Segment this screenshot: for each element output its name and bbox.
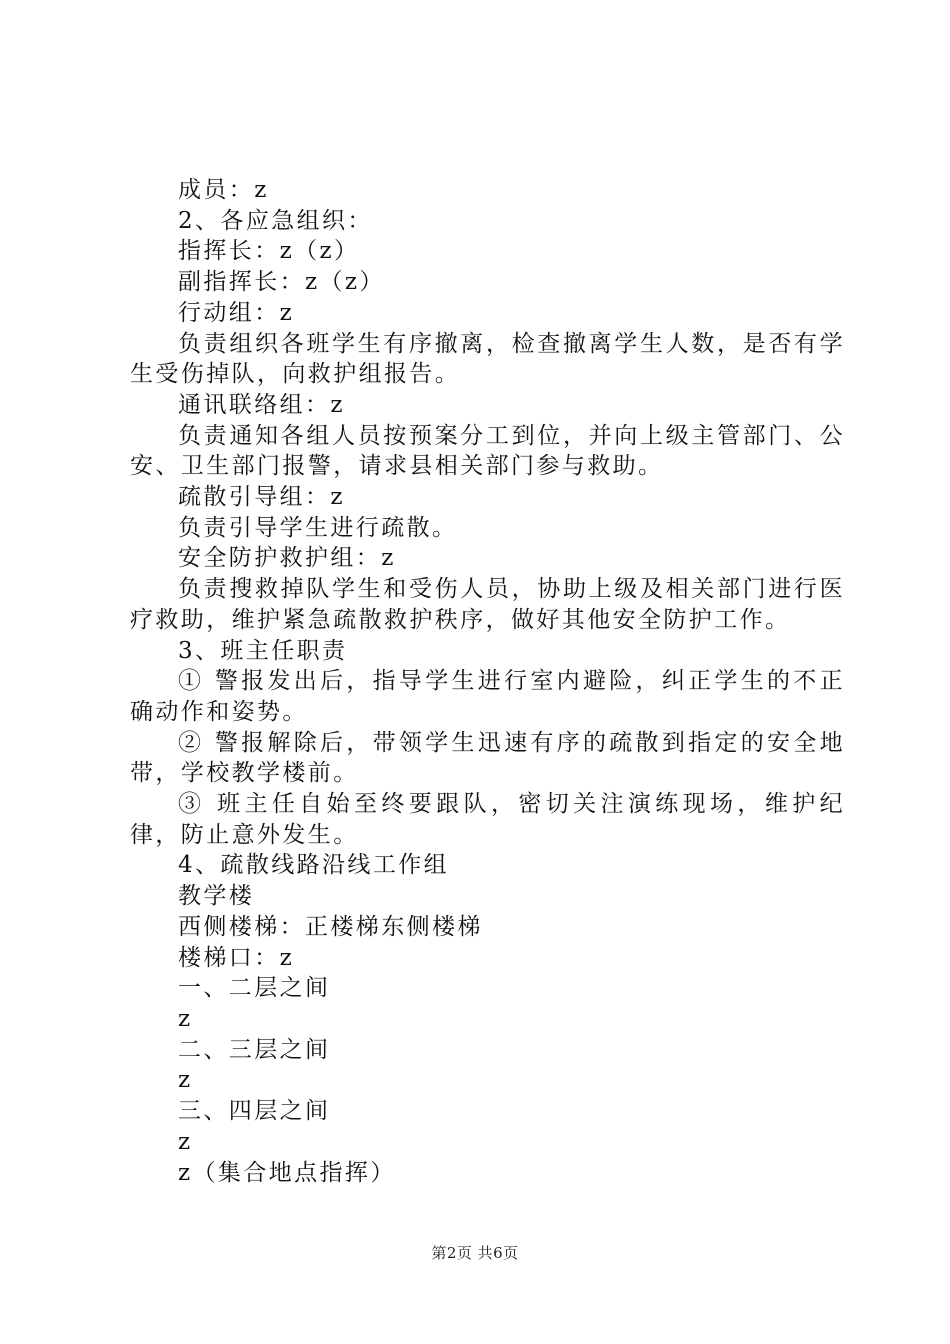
paragraph: 负责通知各组人员按预案分工到位，并向上级主管部门、公安、卫生部门报警，请求县相关部门参与救助。 (130, 422, 845, 480)
text-line: z (178, 1005, 193, 1032)
text-line: 楼梯口：z (178, 944, 295, 971)
paragraph: 负责组织各班学生有序撤离，检查撤离学生人数，是否有学生受伤掉队，向救护组报告。 (130, 330, 845, 388)
text-line: z (178, 1067, 193, 1094)
section-heading: 4、疏散线路沿线工作组 (178, 852, 450, 879)
text-line: 一、二层之间 (178, 975, 331, 1002)
text-line: 行动组：z (178, 299, 295, 326)
page-footer: 第2页 共6页 (431, 1244, 519, 1262)
text-line: 成员：z (178, 177, 269, 203)
text-line: 负责引导学生进行疏散。 (178, 514, 458, 541)
text-line: 疏散引导组：z (178, 484, 345, 511)
text-line: 三、四层之间 (178, 1098, 331, 1125)
paragraph: ② 警报解除后，带领学生迅速有序的疏散到指定的安全地带，学校教学楼前。 (130, 729, 845, 787)
paragraph: 负责搜救掉队学生和受伤人员，协助上级及相关部门进行医疗救助，维护紧急疏散救护秩序，做好其他安全防护工作。 (130, 576, 845, 633)
document-body (130, 175, 845, 1188)
text-line: 安全防护救护组：z (178, 545, 396, 572)
text-line: 二、三层之间 (178, 1036, 331, 1063)
paragraph: ① 警报发出后，指导学生进行室内避险，纠正学生的不正确动作和姿势。 (130, 668, 845, 725)
text-line: z (178, 1128, 193, 1155)
text-line: 副指挥长：z（z） (178, 269, 385, 296)
text-line: z（集合地点指挥） (178, 1159, 396, 1186)
section-heading: 2、各应急组织： (178, 207, 373, 234)
paragraph: ③ 班主任自始至终要跟队，密切关注演练现场，维护纪律，防止意外发生。 (130, 791, 845, 848)
text-line: 教学楼 (178, 883, 255, 910)
section-heading: 3、班主任职责 (178, 637, 348, 664)
text-line: 指挥长：z（z） (178, 238, 360, 265)
text-line: 通讯联络组：z (178, 391, 345, 418)
text-line: 西侧楼梯：正楼梯东侧楼梯 (178, 913, 483, 940)
